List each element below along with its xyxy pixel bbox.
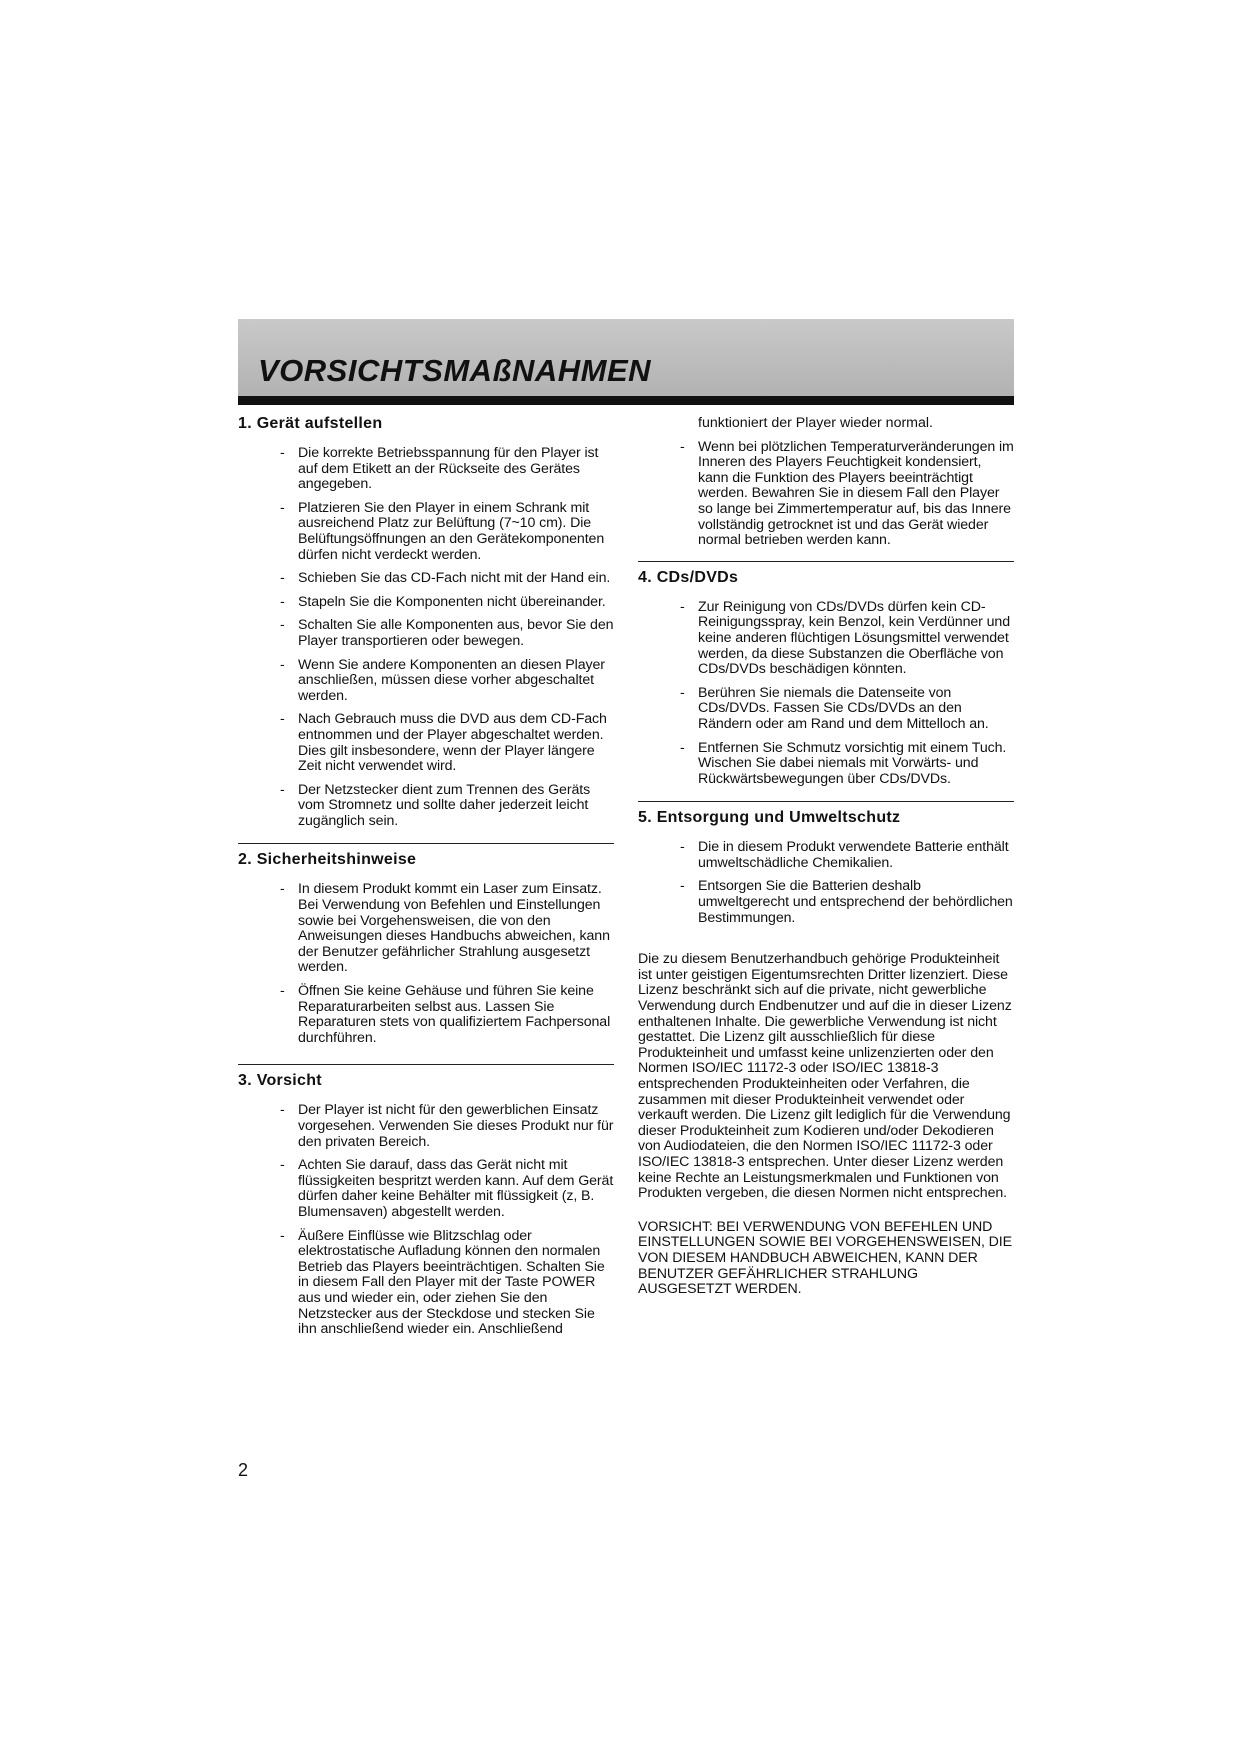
list-item: - Die in diesem Produkt verwendete Batterie enthält umweltschädliche Chemikalien. — [638, 840, 1014, 871]
list-item: - Nach Gebrauch muss die DVD aus dem CD-Fach entnommen und der Player abgeschaltet werden. Dies gilt insbesondere, wenn der Player längere Zeit nicht verwendet wird. — [238, 712, 614, 774]
section-geraet-aufstellen — [238, 408, 614, 829]
item-list — [238, 446, 614, 829]
license-paragraph: Die zu diesem Benutzerhandbuch gehörige Produkteinheit ist unter geistigen Eigentumsrechten Dritter lizenziert. Diese Lizenz beschränkt sich auf die private, nicht gewerbliche Verwendung durch Endbenutzer und auf die in dieser Lizenz enthaltenen Inhalte. Die gewerbliche Verwendung ist nicht gestattet. Die Lizenz gilt ausschließlich für diese Produkteinheit und umfasst keine unlizenzierten oder den Normen ISO/IEC 11172-3 oder ISO/IEC 13818-3 entsprechenden Produkteinheiten oder Verfahren, die zusammen mit dieser Produkteinheit verwendet oder verkauft werden. Die Lizenz gilt lediglich für die Verwendung dieser Produkteinheit zum Kodieren und/oder Dekodieren von Audiodateien, die den Normen ISO/IEC 11172-3 oder ISO/IEC 13818-3 entsprechen. Unter dieser Lizenz werden keine Rechte an Leistungsmerkmalen und Funktionen von Produkten vergeben, die diesen Normen nicht entsprechen. — [638, 951, 1012, 1202]
list-item: - Wenn Sie andere Komponenten an diesen Player anschließen, müssen diese vorher abgeschaltet werden. — [238, 658, 614, 705]
section-title: 3. Vorsicht — [238, 1072, 322, 1090]
section-vorsicht — [238, 1064, 614, 1337]
list-item: - Der Netzstecker dient zum Trennen des Geräts vom Stromnetz und sollte daher jederzeit leicht zugänglich sein. — [238, 783, 614, 830]
list-item: - Schieben Sie das CD-Fach nicht mit der Hand ein. — [238, 571, 614, 587]
item-list — [238, 882, 614, 1046]
list-item: - Berühren Sie niemals die Datenseite von CDs/DVDs. Fassen Sie CDs/DVDs an den Rändern oder am Rand und dem Mittelloch an. — [638, 686, 1014, 733]
left-column — [238, 408, 614, 1346]
item-list — [638, 840, 1014, 926]
list-item: - Zur Reinigung von CDs/DVDs dürfen kein CD-Reinigungsspray, kein Benzol, kein Verdünner und keine anderen flüchtigen Lösungsmittel verwendet werden, da diese Substanzen die Oberfläche von CDs/DVDs beschädigen könnten. — [638, 600, 1014, 678]
section-cds-dvds — [638, 561, 1014, 788]
section-title: 5. Entsorgung und Umweltschutz — [638, 809, 901, 827]
list-item: - Äußere Einflüsse wie Blitzschlag oder elektrostatische Aufladung können den normalen Betrieb das Players beeinträchtigen. Schalten Sie in diesem Fall den Player mit der Taste POWER aus und wieder ein, oder ziehen Sie den Netzstecker aus der Steckdose und stecken Sie ihn anschließend wieder ein. Anschließend — [238, 1229, 614, 1338]
list-item: - Öffnen Sie keine Gehäuse und führen Sie keine Reparaturarbeiten selbst aus. Lassen Sie Reparaturen stets von qualifiziertem Fachpersonal durchführen. — [238, 984, 614, 1046]
section-entsorgung — [638, 801, 1014, 926]
laser-warning-paragraph: VORSICHT: BEI VERWENDUNG VON BEFEHLEN UND EINSTELLUNGEN SOWIE BEI VORGEHENSWEISEN, DIE VON DIESEM HANDBUCH ABWEICHEN, KANN DER BENUTZER GEFÄHRLICHER STRAHLUNG AUSGESETZT WERDEN. — [638, 1218, 1013, 1298]
page-number: 2 — [238, 1460, 249, 1480]
section-title: 2. Sicherheitshinweise — [238, 851, 417, 869]
item-list — [638, 600, 1014, 788]
list-item: - Schalten Sie alle Komponenten aus, bevor Sie den Player transportieren oder bewegen. — [238, 618, 614, 649]
item-list — [638, 440, 1014, 549]
list-item: - Entsorgen Sie die Batterien deshalb umweltgerecht und entsprechend der behördlichen Bestimmungen. — [638, 879, 1014, 926]
section-title: 4. CDs/DVDs — [638, 568, 739, 586]
list-item: - In diesem Produkt kommt ein Laser zum Einsatz. Bei Verwendung von Befehlen und Einstellungen sowie bei Vorgehensweisen, die von den Anweisungen dieses Handbuchs abweichen, kann der Benutzer gefährlicher Strahlung ausgesetzt werden. — [238, 882, 614, 976]
section-title: 1. Gerät aufstellen — [238, 415, 383, 432]
continued-text: funktioniert der Player wieder normal. — [698, 415, 933, 431]
list-item: - Die korrekte Betriebsspannung für den Player ist auf dem Etikett an der Rückseite des Gerätes angegeben. — [238, 446, 614, 493]
page-title: VORSICHTSMAßNAHMEN — [258, 353, 652, 388]
right-column — [638, 408, 1014, 1298]
list-item: - Stapeln Sie die Komponenten nicht übereinander. — [238, 595, 614, 611]
list-item: - Der Player ist nicht für den gewerblichen Einsatz vorgesehen. Verwenden Sie dieses Produkt nur für den privaten Bereich. — [238, 1103, 614, 1150]
list-item: - Entfernen Sie Schmutz vorsichtig mit einem Tuch. Wischen Sie dabei niemals mit Vorwärts- und Rückwärtsbewegungen über CDs/DVDs. — [638, 741, 1014, 788]
list-item: - Achten Sie darauf, dass das Gerät nicht mit flüssigkeiten bespritzt werden kann. Auf dem Gerät dürfen daher keine Behälter mit flüssigkeit (z, B. Blumensaven) abgestellt werden. — [238, 1158, 614, 1220]
item-list — [238, 1103, 614, 1337]
section-sicherheitshinweise — [238, 843, 614, 1046]
title-rule — [238, 396, 1014, 405]
list-item: - Wenn bei plötzlichen Temperaturveränderungen im Inneren des Players Feuchtigkeit kondensiert, kann die Funktion des Players beeinträchtigt werden. Bewahren Sie in diesem Fall den Player so lange bei Zimmertemperatur auf, bis das Innere vollständig getrocknet ist und das Gerät wieder normal betrieben werden kann. — [638, 440, 1014, 549]
title-banner — [238, 319, 1014, 396]
list-item: - Platzieren Sie den Player in einem Schrank mit ausreichend Platz zur Belüftung (7~10 cm). Die Belüftungsöffnungen an den Gerätekomponenten dürfen nicht verdeckt werden. — [238, 501, 614, 563]
